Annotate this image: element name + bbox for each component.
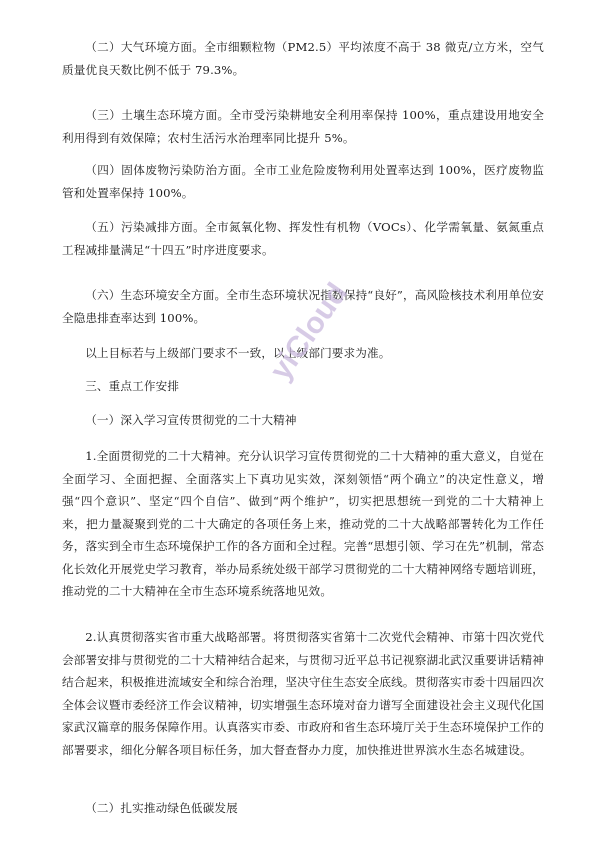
- paragraph-target-note: 以上目标若与上级部门要求不一致，以上级部门要求为准。: [85, 346, 391, 360]
- paragraph-solid-waste: （四）固体废物污染防治方面。全市工业危险废物利用处置率达到 100%，医疗废物监管和处置率保持 100%。: [62, 163, 544, 200]
- paragraph-item-2: 2.认真贯彻落实省市重大战略部署。将贯彻落实省第十二次党代会精神、市第十四次党代会部署安排与贯彻党的二十大精神结合起来，与贯彻习近平总书记视察湖北武汉重要讲话精神结合起来，积极推进流域安全和综合治理，坚决守住生态安全底线。贯彻落实市委十四届四次全体会议暨市委经济工作会议精神，切实增强生态环境对奋力谱写全面建设社会主义现代化国家武汉篇章的服务保障作用。认真落实市委、市政府和省生态环境厅关于生态环境保护工作的部署要求，细化分解各项目标任务，加大督查督办力度，加快推进世界滨水生态名城建设。: [62, 630, 544, 757]
- paragraph-emission-reduction: （五）污染减排方面。全市氮氧化物、挥发性有机物（VOCs）、化学需氧量、氨氮重点工程减排量满足“十四五”时序进度要求。: [62, 220, 544, 257]
- paragraph-soil-environment: （三）土壤生态环境方面。全市受污染耕地安全利用率保持 100%，重点建设用地安全利用得到有效保障；农村生活污水治理率同比提升 5%。: [62, 108, 544, 145]
- subsection-heading-study-spirit: （一）深入学习宣传贯彻党的二十大精神: [85, 413, 297, 427]
- subsection-heading-green-development: （二）扎实推动绿色低碳发展: [85, 801, 238, 815]
- section-heading-key-work: 三、重点工作安排: [85, 379, 180, 393]
- watermark-text: yiCloud: [263, 277, 355, 387]
- paragraph-air-environment: （二）大气环境方面。全市细颗粒物（PM2.5）平均浓度不高于 38 微克/立方米，空气质量优良天数比例不低于 79.3%。: [62, 40, 544, 77]
- paragraph-ecological-safety: （六）生态环境安全方面。全市生态环境状况指数保持“良好”，高风险核技术利用单位安全隐患排查率达到 100%。: [62, 288, 544, 325]
- paragraph-item-1: 1.全面贯彻党的二十大精神。充分认识学习宣传贯彻党的二十大精神的重大意义，自觉在全面学习、全面把握、全面落实上下真功见实效，深刻领悟“两个确立”的决定性意义，增强“四个意识”、坚定“四个自信”、做到“两个维护”，切实把思想统一到党的二十大精神上来，把力量凝聚到党的二十大确定的各项任务上来，推动党的二十大战略部署转化为工作任务，落实到全市生态环境保护工作的各方面和全过程。完善“思想引领、学习在先”机制，常态化长效化开展党史学习教育，举办局系统处级干部学习贯彻党的二十大精神网络专题培训班，推动党的二十大精神在全市生态环境系统落地见效。: [62, 449, 544, 598]
